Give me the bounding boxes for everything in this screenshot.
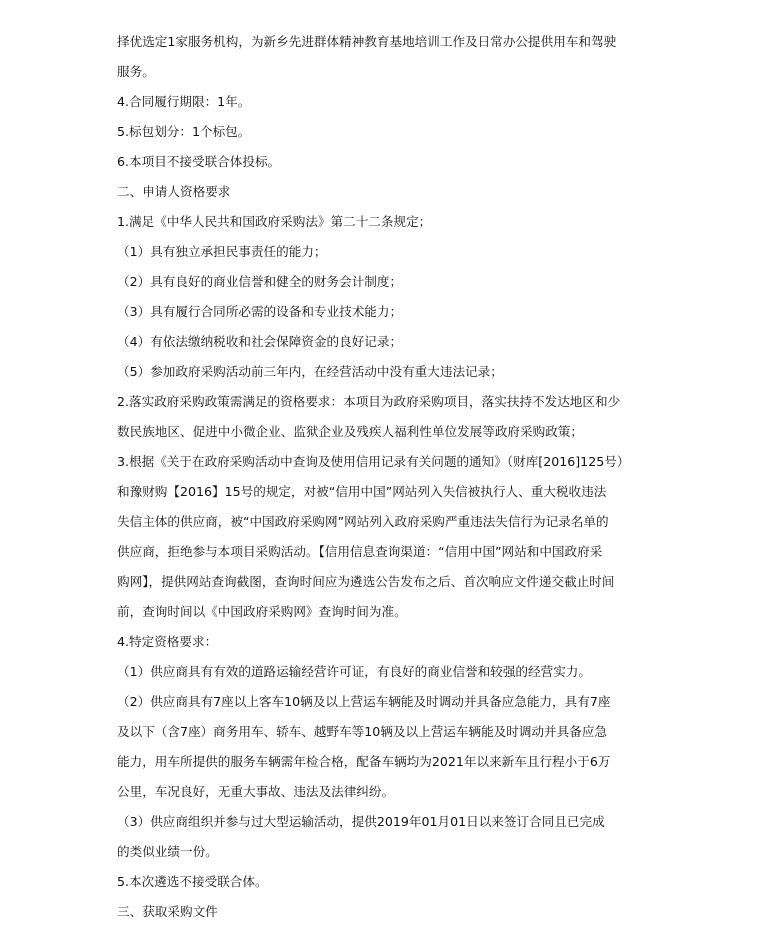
text-line: （3）供应商组织并参与过大型运输活动，提供2019年01月01日以来签订合同且已完成	[117, 814, 605, 829]
text-line: （2）供应商具有7座以上客车10辆及以上营运车辆能及时调动并具备应急能力，具有7座	[117, 694, 611, 709]
text-line: 6.本项目不接受联合体投标。	[117, 154, 281, 169]
text-line: （4）有依法缴纳税收和社会保障资金的良好记录；	[117, 334, 403, 349]
text-line: （1）供应商具有有效的道路运输经营许可证，有良好的商业信誉和较强的经营实力。	[117, 664, 591, 679]
text-line: 数民族地区、促进中小微企业、监狱企业及残疾人福利性单位发展等政府采购政策；	[117, 424, 583, 439]
text-line: （5）参加政府采购活动前三年内，在经营活动中没有重大违法记录；	[117, 364, 503, 379]
text-line: 4.特定资格要求：	[117, 634, 218, 649]
text-line: 供应商，拒绝参与本项目采购活动。【信用信息查询渠道：“信用中国”网站和中国政府采	[117, 544, 603, 559]
section-heading: 二、申请人资格要求	[117, 184, 231, 199]
text-line: 能力，用车所提供的服务车辆需年检合格，配备车辆均为2021年以来新车且行程小于6万	[117, 754, 611, 769]
text-line: 购网】，提供网站查询截图，查询时间应为遴选公告发布之后、首次响应文件递交截止时间	[117, 574, 615, 589]
text-line: 的类似业绩一份。	[117, 844, 218, 859]
text-line: 和豫财购【2016】15号的规定，对被“信用中国”网站列入失信被执行人、重大税收违法	[117, 484, 607, 499]
text-line: （1）具有独立承担民事责任的能力；	[117, 244, 327, 259]
text-line: 4.合同履行期限：1年。	[117, 94, 251, 109]
text-line: （2）具有良好的商业信誉和健全的财务会计制度；	[117, 274, 403, 289]
text-line: 5.本次遴选不接受联合体。	[117, 874, 268, 889]
text-line: 前，查询时间以《中国政府采购网》查询时间为准。	[117, 604, 407, 619]
text-line: 公里，车况良好，无重大事故、违法及法律纠纷。	[117, 784, 395, 799]
text-line: 及以下（含7座）商务用车、轿车、越野车等10辆及以上营运车辆能及时调动并具备应急	[117, 724, 608, 739]
text-line: 服务。	[117, 64, 155, 79]
text-line: 择优选定1家服务机构，为新乡先进群体精神教育基地培训工作及日常办公提供用车和驾驶	[117, 34, 617, 49]
text-line: 3.根据《关于在政府采购活动中查询及使用信用记录有关问题的通知》（财库[2016]125号）	[117, 454, 630, 469]
section-heading: 三、获取采购文件	[117, 904, 218, 919]
text-line: 2.落实政府采购政策需满足的资格要求：本项目为政府采购项目，落实扶持不发达地区和少	[117, 394, 621, 409]
text-line: （3）具有履行合同所必需的设备和专业技术能力；	[117, 304, 403, 319]
text-line: 5.标包划分：1个标包。	[117, 124, 251, 139]
text-line: 1.满足《中华人民共和国政府采购法》第二十二条规定；	[117, 214, 432, 229]
text-line: 失信主体的供应商，被“中国政府采购网”网站列入政府采购严重违法失信行为记录名单的	[117, 514, 609, 529]
